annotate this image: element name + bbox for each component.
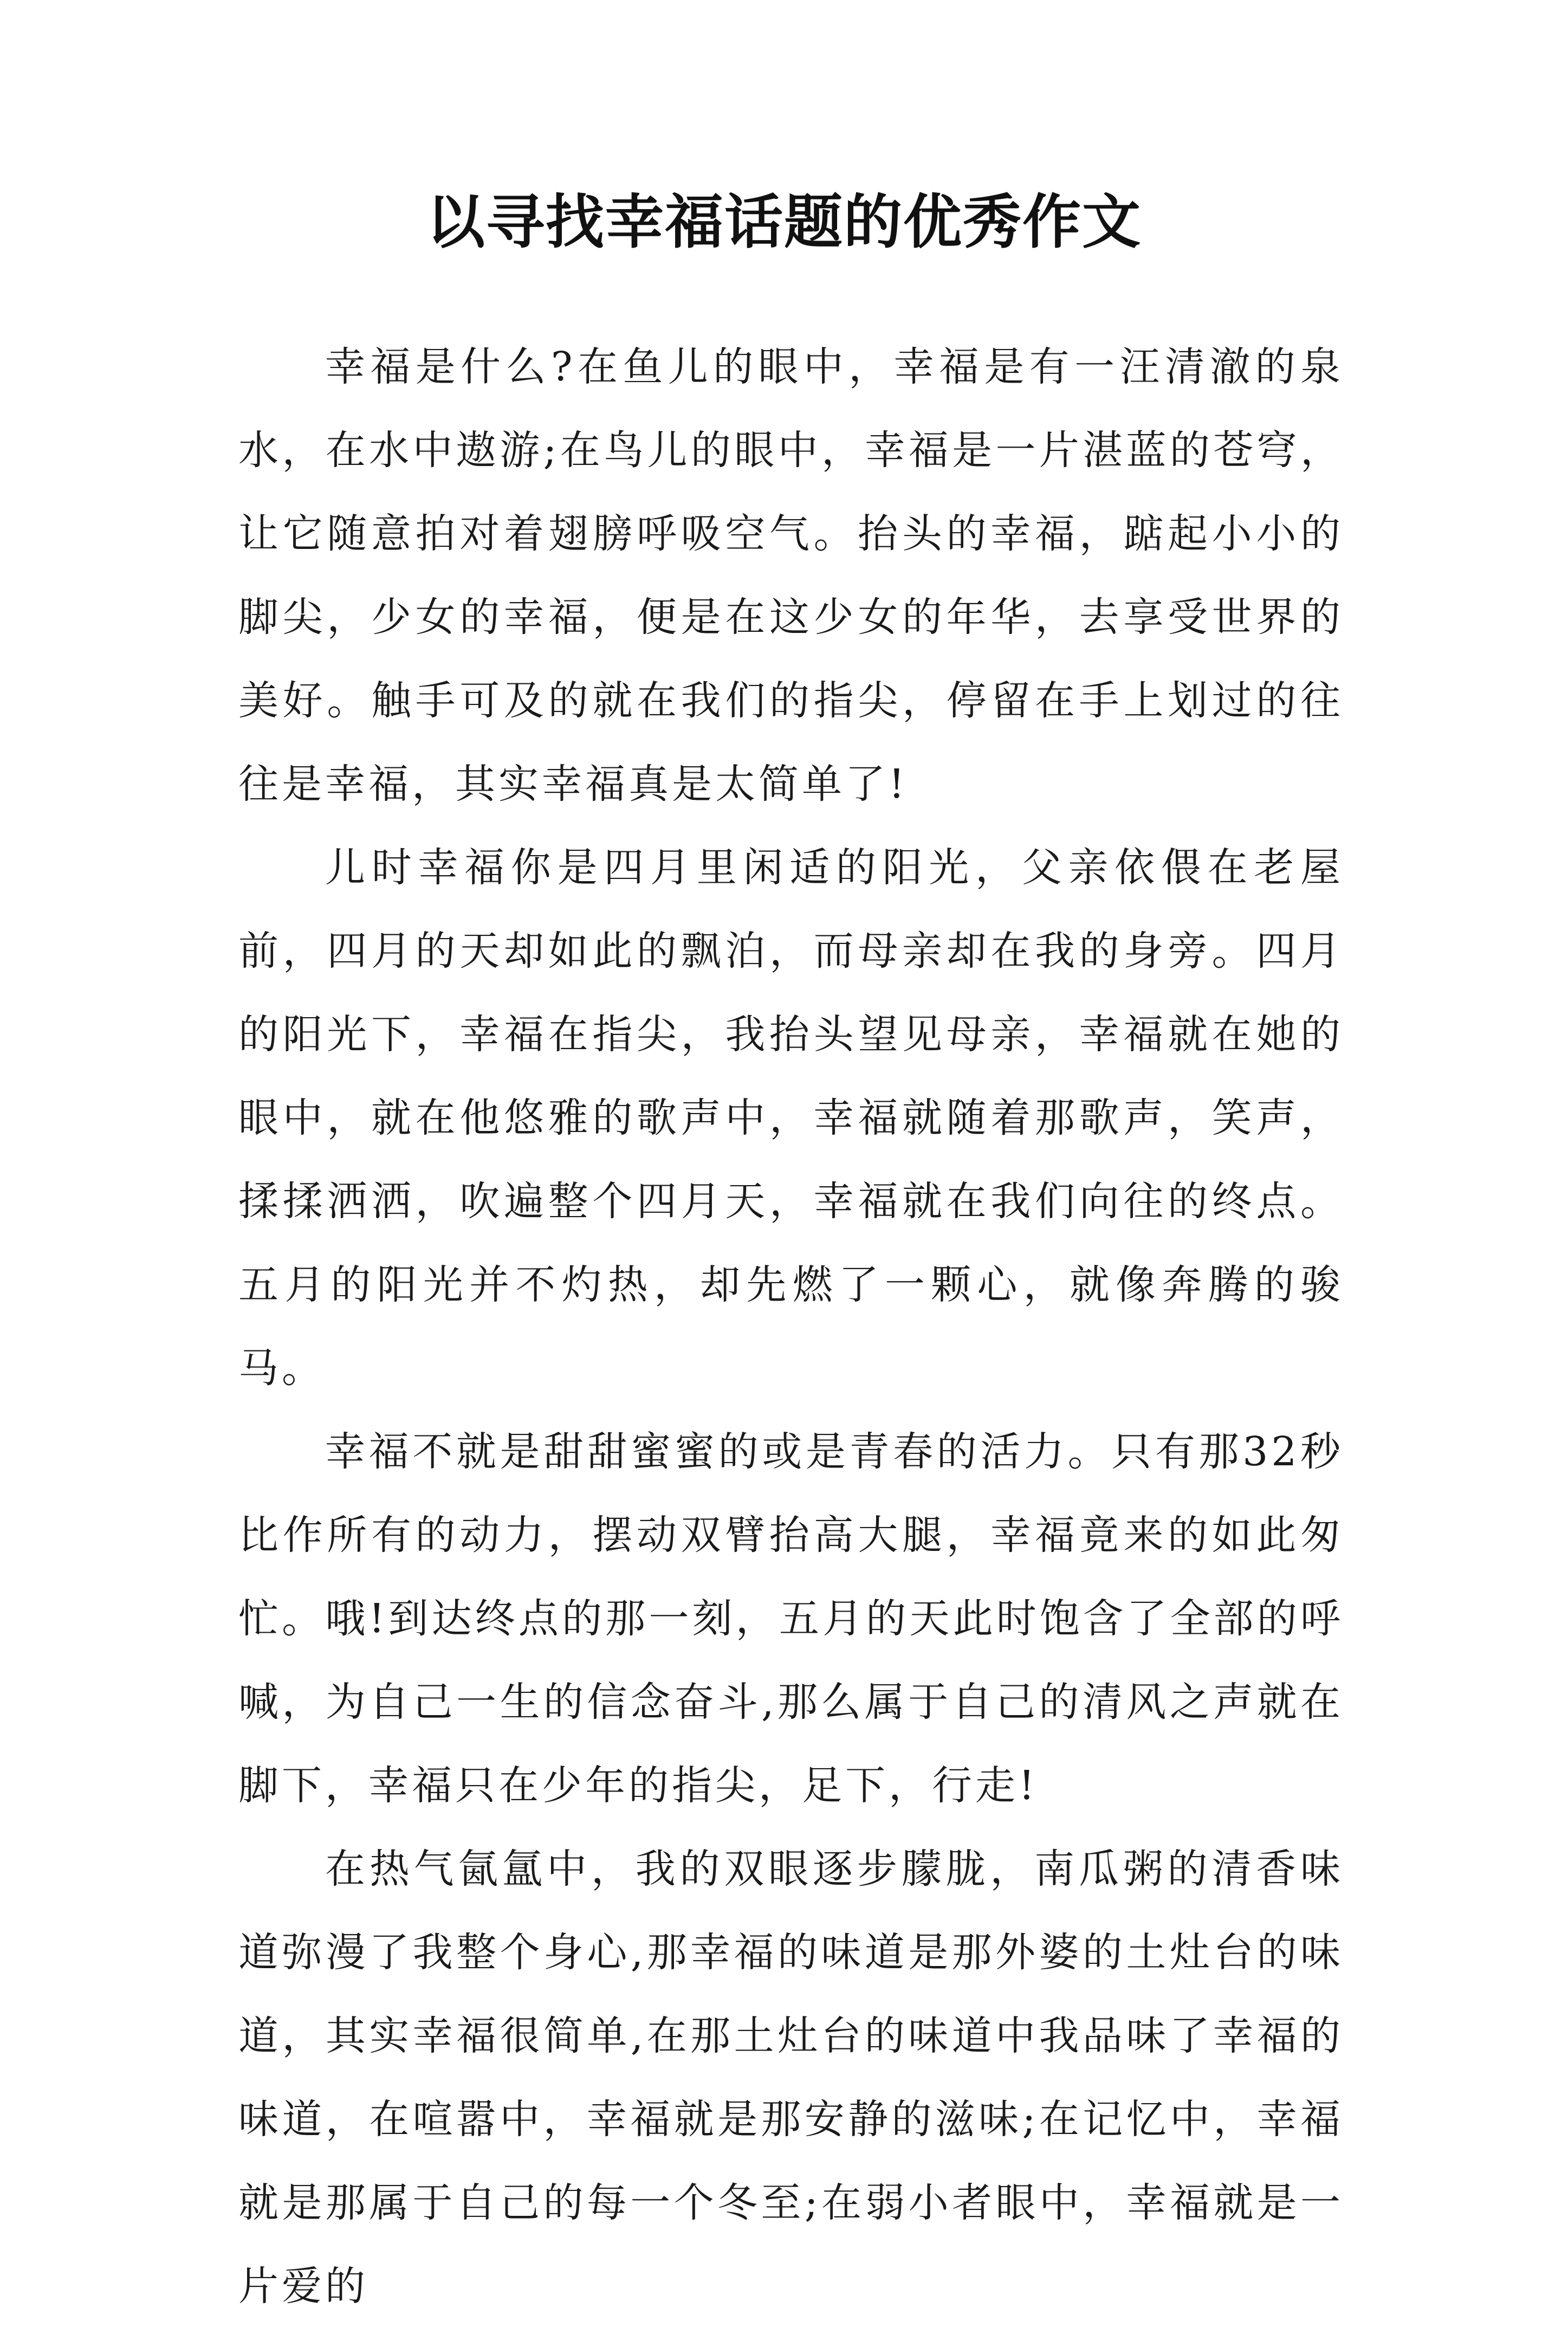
document-title: 以寻找幸福话题的优秀作文: [426, 188, 1142, 256]
paragraph-3: 幸福不就是甜甜蜜蜜的或是青春的活力。只有那32秒比作所有的动力，摆动双臂抬高大腿，幸福竟来的如此匆忙。哦!到达终点的那一刻，五月的天此时饱含了全部的呼喊，为自己一生的信念奋斗,那么属于自己的清风之声就在脚下，幸福只在少年的指尖，足下，行走!: [238, 1428, 1344, 1809]
document-body: [238, 325, 1344, 2328]
paragraph-1: 幸福是什么?在鱼儿的眼中，幸福是有一汪清澈的泉水，在水中遨游;在鸟儿的眼中，幸福是一片湛蓝的苍穹，让它随意拍对着翅膀呼吸空气。抬头的幸福，踮起小小的脚尖，少女的幸福，便是在这少女的年华，去享受世界的美好。触手可及的就在我们的指尖，停留在手上划过的往往是幸福，其实幸福真是太简单了!: [238, 344, 1344, 807]
paragraph-2: 儿时幸福你是四月里闲适的阳光，父亲依偎在老屋前，四月的天却如此的飘泊，而母亲却在我的身旁。四月的阳光下，幸福在指尖，我抬头望见母亲，幸福就在她的眼中，就在他悠雅的歌声中，幸福就随着那歌声，笑声，揉揉洒洒，吹遍整个四月天，幸福就在我们向往的终点。五月的阳光并不灼热，却先燃了一颗心，就像奔腾的骏马。: [238, 844, 1344, 1392]
paragraph-4: 在热气氤氲中，我的双眼逐步朦胧，南瓜粥的清香味道弥漫了我整个身心,那幸福的味道是那外婆的土灶台的味道，其实幸福很简单,在那土灶台的味道中我品味了幸福的味道，在喧嚣中，幸福就是那安静的滋味;在记忆中，幸福就是那属于自己的每一个冬至;在弱小者眼中，幸福就是一片爱的: [238, 1846, 1344, 2310]
